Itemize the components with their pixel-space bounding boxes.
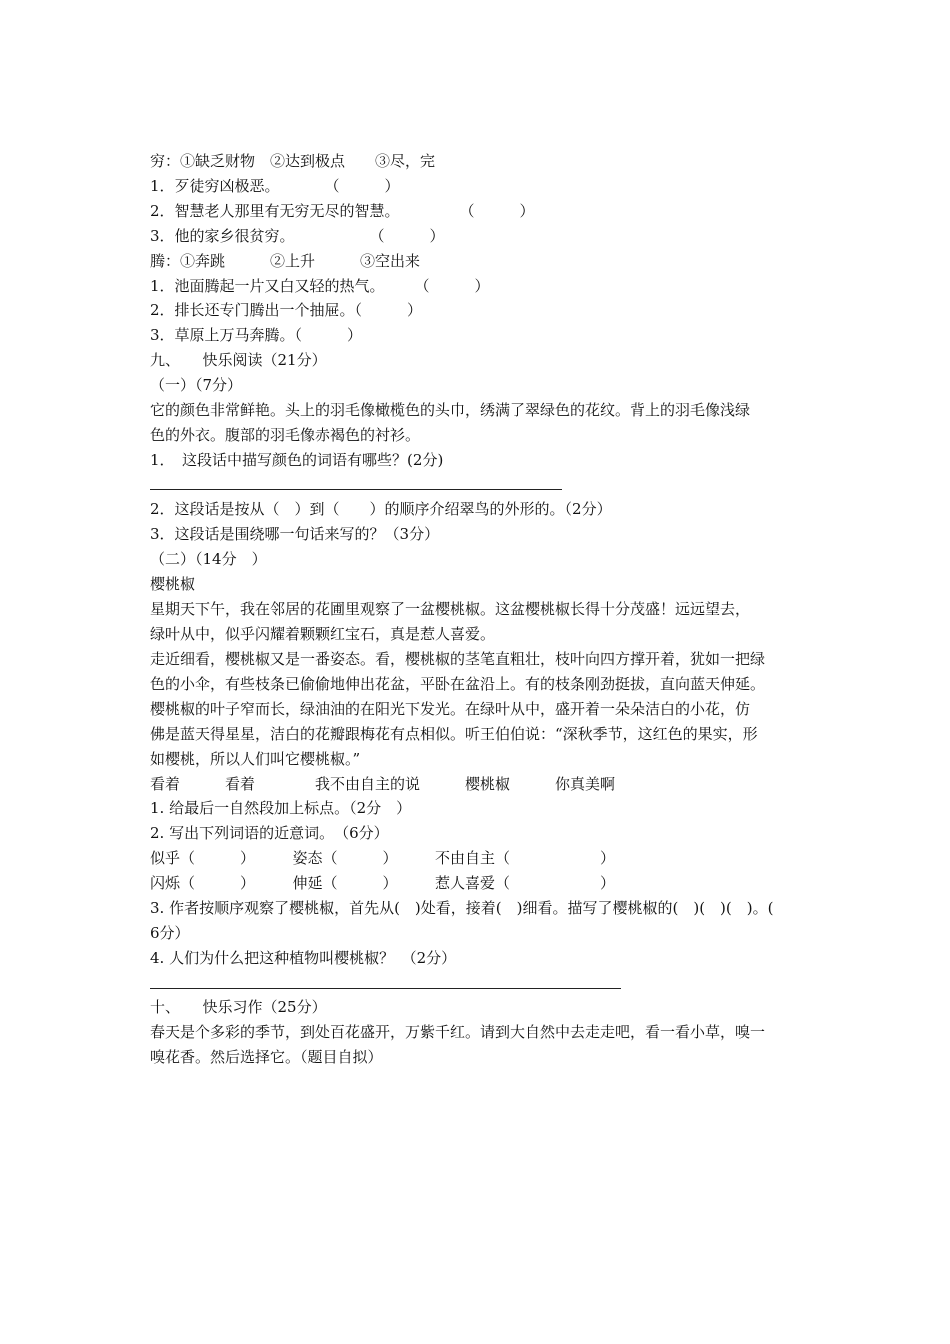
question-2-1: 1. 给最后一自然段加上标点。（2分 ）: [150, 799, 412, 817]
vocab-heading-teng: 腾：①奔跳 ②上升 ③空出来: [150, 252, 421, 270]
answer-line: [150, 489, 562, 490]
writing-prompt-line: 春天是个多彩的季节，到处百花盛开，万紫千红。请到大自然中去走走吧，看一看小草，嗅一: [150, 1023, 766, 1041]
passage-1-line: 色的外衣。腹部的羽毛像赤褐色的衬衫。: [150, 426, 421, 444]
section-9-heading: 九、 快乐阅读（21分）: [150, 351, 327, 369]
passage-2-line: 色的小伞，有些枝条已偷偷地伸出花盆，平卧在盆沿上。有的枝条刚劲挺拔，直向蓝天伸延。: [150, 675, 766, 693]
writing-prompt-line: 嗅花香。然后选择它。（题目自拟）: [150, 1048, 383, 1066]
passage-2-line: 星期天下午，我在邻居的花圃里观察了一盆樱桃椒。这盆樱桃椒长得十分茂盛！远远望去，: [150, 600, 751, 618]
question-2-3: 3. 作者按顺序观察了樱桃椒，首先从( )处看，接着( )细看。描写了樱桃椒的( )( )( )。(: [150, 899, 774, 917]
passage-1-line: 它的颜色非常鲜艳。头上的羽毛像橄榄色的头巾，绣满了翠绿色的花纹。背上的羽毛像浅绿: [150, 401, 751, 419]
passage-2-line: 佛是蓝天得星星，洁白的花瓣跟梅花有点相似。听王伯伯说：“深秋季节，这红色的果实，形: [150, 725, 758, 743]
question-2-2: 2. 写出下列词语的近意词。 （6分）: [150, 824, 389, 842]
part-1-heading: （一）（7分）: [150, 376, 243, 394]
teng-item-1: 1．池面腾起一片又白又轻的热气。 （ ）: [150, 277, 490, 295]
part-2-heading: （二）（14分 ）: [150, 550, 267, 568]
passage-2-line: 走近细看，樱桃椒又是一番姿态。看，樱桃椒的茎笔直粗壮，枝叶向四方撑开着，犹如一把绿: [150, 650, 766, 668]
passage-2-line: 绿叶从中，似乎闪耀着颗颗红宝石，真是惹人喜爱。: [150, 625, 496, 643]
passage-2-line: 如樱桃，所以人们叫它樱桃椒。”: [150, 750, 361, 768]
passage-2-line: 樱桃椒的叶子窄而长，绿油油的在阳光下发光。在绿叶从中，盛开着一朵朵洁白的小花，仿: [150, 700, 751, 718]
section-10-heading: 十、 快乐习作（25分）: [150, 998, 327, 1016]
question-2-3-cont: 6分）: [150, 924, 190, 942]
passage-2-title: 樱桃椒: [150, 575, 196, 593]
question-1-1: 1． 这段话中描写颜色的词语有哪些？(2分): [150, 451, 444, 469]
teng-item-3: 3．草原上万马奔腾。（ ）: [150, 326, 363, 344]
qiong-item-1: 1．歹徒穷凶极恶。 （ ）: [150, 177, 400, 195]
qiong-item-2: 2．智慧老人那里有无穷无尽的智慧。 （ ）: [150, 202, 535, 220]
question-1-3: 3．这段话是围绕哪一句话来写的？（3分）: [150, 525, 440, 543]
vocab-heading-qiong: 穷：①缺乏财物 ②达到极点 ③尽，完: [150, 152, 436, 170]
qiong-item-3: 3．他的家乡很贫穷。 （ ）: [150, 227, 445, 245]
question-2-4: 4. 人们为什么把这种植物叫樱桃椒？ （2分）: [150, 949, 457, 967]
teng-item-2: 2．排长还专门腾出一个抽屉。（ ）: [150, 301, 423, 319]
answer-line: [150, 988, 621, 989]
question-1-2: 2．这段话是按从（ ）到（ ）的顺序介绍翠鸟的外形的。（2分）: [150, 500, 612, 518]
synonym-row-2: 闪烁（ ） 伸延（ ） 惹人喜爱（ ）: [150, 874, 616, 892]
synonym-row-1: 似乎（ ） 姿态（ ） 不由自主（ ）: [150, 849, 616, 867]
punctuation-exercise-line: 看着 看着 我不由自主的说 樱桃椒 你真美啊: [150, 775, 616, 793]
